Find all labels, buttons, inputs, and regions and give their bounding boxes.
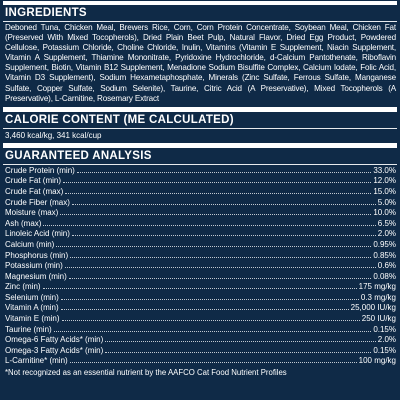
nutrition-label [3, 0, 397, 378]
dot-leader [61, 292, 359, 300]
analysis-row [3, 218, 397, 229]
analysis-row [3, 313, 397, 324]
calorie-title: CALORIE CONTENT (ME CALCULATED) [5, 113, 234, 126]
analysis-value: 175 mg/kg [358, 282, 396, 292]
analysis-name: Magnesium (min) [5, 271, 67, 281]
analysis-row [3, 324, 397, 335]
analysis-name: Phosphorus (min) [5, 250, 69, 260]
analysis-name: Taurine (min) [5, 324, 52, 334]
analysis-name: Zinc (min) [5, 282, 41, 292]
analysis-value: 250 IU/kg [361, 314, 396, 324]
analysis-name: Crude Fat (min) [5, 176, 62, 186]
analysis-row [3, 281, 397, 292]
dot-leader [105, 345, 371, 353]
analysis-row [3, 197, 397, 208]
analysis-value: 0.6% [377, 261, 396, 271]
analysis-row [3, 334, 397, 345]
analysis-value: 33.0% [373, 165, 396, 175]
guaranteed-analysis-list [3, 165, 397, 366]
analysis-row [3, 345, 397, 356]
dot-leader [60, 207, 371, 215]
dot-leader [77, 165, 372, 173]
dot-leader [54, 324, 372, 332]
analysis-name: Linoleic Acid (min) [5, 229, 70, 239]
dot-leader [61, 302, 349, 310]
analysis-value: 6.5% [377, 218, 396, 228]
analysis-value: 10.0% [373, 208, 396, 218]
ingredients-divider [3, 21, 397, 22]
guaranteed-analysis-title: GUARANTEED ANALYSIS [5, 149, 152, 162]
analysis-value: 5.0% [377, 197, 396, 207]
ingredients-text: Deboned Tuna, Chicken Meal, Brewers Rice, Corn, Corn Protein Concentrate, Soybean Meal, Chicken Fat (Preserved With Mixed Tocopherols), Dried Plain Beet Pulp, Natural Flavor, Dried Egg Product, Powdered Cellulose, Potassium Chloride, Choline Chloride, Inulin, Vitamins (Vitamin E Supplement, Niacin Supplement, Vitamin A Supplement, Thiamine Mononitrate, Pyridoxine Hydrochloride, d-Calcium Pantothenate, Riboflavin Supplement, Biotin, Vitamin B12 Supplement, Menadione Sodium Bisulfite Complex, Calcium Iodate, Folic Acid, Vitamin D3 Supplement), Sodium Hexametaphosphate, Minerals (Zinc Sulfate, Ferrous Sulfate, Manganese Sulfate, Copper Sulfate, Sodium Selenite), Taurine, Citric Acid (A Preservative), Mixed Tocopherols (A Preservative), L-Carnitine, Rosemary Extract [5, 23, 396, 103]
dot-leader [70, 355, 357, 363]
analysis-row [3, 292, 397, 303]
analysis-value: 0.08% [373, 271, 396, 281]
analysis-name: Potassium (min) [5, 261, 63, 271]
analysis-row [3, 302, 397, 313]
analysis-row [3, 228, 397, 239]
ingredients-title: INGREDIENTS [5, 7, 87, 19]
analysis-row [3, 207, 397, 218]
analysis-row [3, 239, 397, 250]
analysis-value: 25,000 IU/kg [350, 303, 396, 313]
analysis-value: 0.3 mg/kg [360, 292, 396, 302]
guaranteed-analysis-section [3, 148, 397, 378]
analysis-name: Ash (max) [5, 218, 42, 228]
footnote: *Not recognized as an essential nutrient by the AAFCO Cat Food Nutrient Profiles [5, 368, 287, 378]
dot-leader [56, 239, 371, 247]
analysis-value: 2.0% [377, 229, 396, 239]
dot-leader [105, 334, 376, 342]
analysis-name: Crude Fiber (max) [5, 197, 70, 207]
analysis-name: Selenium (min) [5, 292, 59, 302]
analysis-value: 2.0% [377, 335, 396, 345]
analysis-name: Omega-6 Fatty Acids* (min) [5, 335, 104, 345]
analysis-value: 100 mg/kg [358, 356, 396, 366]
dot-leader [65, 260, 376, 268]
guaranteed-analysis-divider [3, 164, 397, 165]
dot-leader [72, 197, 376, 205]
analysis-row [3, 260, 397, 271]
analysis-value: 0.15% [373, 345, 396, 355]
analysis-row [3, 186, 397, 197]
analysis-value: 0.15% [373, 324, 396, 334]
analysis-name: Crude Fat (max) [5, 186, 64, 196]
dot-leader [72, 228, 376, 236]
analysis-row [3, 165, 397, 176]
analysis-name: L-Carnitine* (min) [5, 356, 68, 366]
dot-leader [69, 271, 372, 279]
dot-leader [63, 175, 371, 183]
ingredients-section [3, 5, 397, 104]
analysis-value: 0.95% [373, 239, 396, 249]
dot-leader [65, 186, 371, 194]
analysis-name: Vitamin A (min) [5, 303, 59, 313]
dot-leader [70, 250, 371, 258]
analysis-row [3, 355, 397, 366]
analysis-name: Calcium (min) [5, 239, 55, 249]
dot-leader [43, 281, 357, 289]
dot-leader [62, 313, 360, 321]
analysis-row [3, 271, 397, 282]
calorie-divider [3, 128, 397, 129]
dot-leader [43, 218, 375, 226]
analysis-value: 12.0% [373, 176, 396, 186]
analysis-name: Crude Protein (min) [5, 165, 75, 175]
calorie-section [3, 112, 397, 142]
analysis-value: 0.85% [373, 250, 396, 260]
analysis-value: 15.0% [373, 186, 396, 196]
analysis-row [3, 175, 397, 186]
calorie-text: 3,460 kcal/kg, 341 kcal/cup [5, 130, 102, 140]
analysis-name: Omega-3 Fatty Acids* (min) [5, 345, 104, 355]
analysis-name: Moisture (max) [5, 208, 59, 218]
analysis-row [3, 250, 397, 261]
analysis-name: Vitamin E (min) [5, 314, 60, 324]
